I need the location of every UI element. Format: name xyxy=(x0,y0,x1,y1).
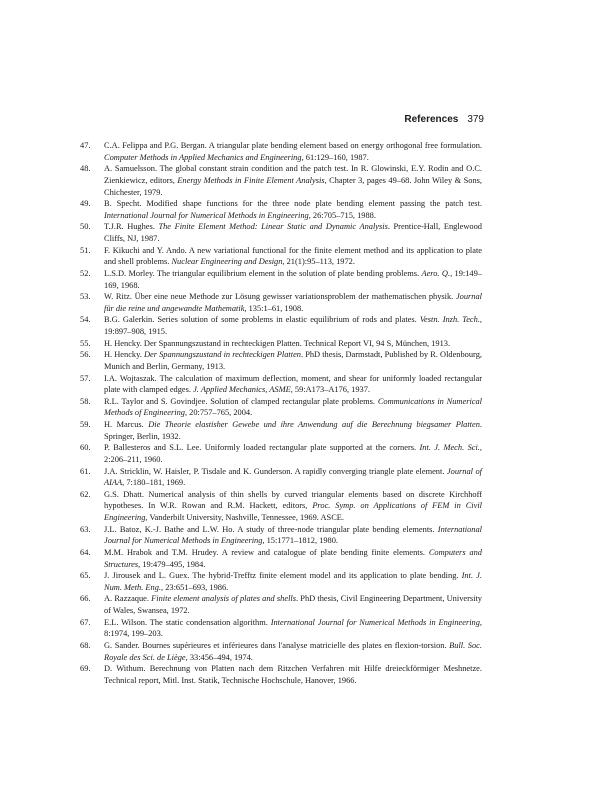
reference-text xyxy=(104,420,482,441)
reference-source-title: International Journal for Numerical Methods in Engineering xyxy=(104,524,482,546)
reference-entry xyxy=(80,593,482,616)
reference-text xyxy=(104,443,482,464)
reference-text-segment: J. Jirousek and L. Guex. The hybrid-Trefftz finite element model and its application to plate bending. xyxy=(104,571,462,581)
reference-number: 47. xyxy=(80,141,91,150)
reference-source-title: Bull. Soc. Royale des Sci. de Liège xyxy=(104,640,482,662)
reference-text-segment: G.S. Dhatt. Numerical analysis of thin shells by curved triangular elements based on discrete Kirchhoff hypotheses. In W.R. Rowan and R.M. Hackett, editors, xyxy=(104,489,482,511)
reference-source-title: Computer Methods in Applied Mechanics and Engineering xyxy=(104,152,302,162)
reference-text-segment: T.J.R. Hughes. xyxy=(104,222,159,232)
reference-text xyxy=(104,199,482,220)
reference-text-segment: C.A. Felippa and P.G. Bergan. A triangular plate bending element based on energy orthogonal free formulation. xyxy=(104,141,482,150)
reference-text-segment: . Springer, Berlin, 1932. xyxy=(104,420,482,441)
reference-text-segment: , 7:180–181, 1969. xyxy=(122,478,186,488)
reference-source-title: Finite element analysis of plates and shells xyxy=(151,594,296,604)
reference-text-segment: J.L. Batoz, K.-J. Bathe and L.W. Ho. A study of three-node triangular plate bending elements. xyxy=(104,524,438,534)
reference-entry xyxy=(80,163,482,198)
reference-number: 51. xyxy=(80,245,91,255)
reference-source-title: Energy Methods in Finite Element Analysis xyxy=(177,175,325,185)
reference-text-segment: W. Ritz. Über eine neue Methode zur Lösung gewisser variationsproblem der mathematischen physik. xyxy=(104,292,456,302)
reference-entry xyxy=(80,524,482,547)
reference-source-title: Int. J. Mech. Sci. xyxy=(419,443,480,453)
reference-text xyxy=(104,594,482,615)
reference-entry xyxy=(80,349,482,372)
reference-text-segment: , 23:651–693, 1986. xyxy=(161,582,229,592)
reference-text xyxy=(104,374,482,395)
reference-entry xyxy=(80,221,482,244)
reference-text-segment: D. Withum. Berechnung von Platten nach dem Ritzchen Verfahren mit Hilfe dreieckförmiger Meshnetze. Technical report, Mitl. Inst. Statik, Technische Hochschule, Hanover, 1966. xyxy=(104,664,482,685)
reference-text-segment: P. Ballesteros and S.L. Lee. Uniformly loaded rectangular plate supported at the corners. xyxy=(104,443,420,453)
reference-text-segment: , 19:897–908, 1915. xyxy=(104,315,483,336)
reference-entry xyxy=(80,442,482,465)
reference-text-segment: H. Hencky. Der Spannungszustand in rechteckigen Platten. Technical Report VI, 94 S, München, 1913. xyxy=(104,338,451,348)
reference-number: 69. xyxy=(80,664,91,674)
reference-source-title: Die Theorie elastisher Gewebe und ihre Anwendung auf die Berechnung biegsamer Platten xyxy=(148,420,480,429)
reference-text xyxy=(104,618,482,639)
reference-text xyxy=(104,269,482,290)
reference-entry xyxy=(80,396,482,419)
reference-number: 53. xyxy=(80,292,91,302)
reference-entry xyxy=(80,198,482,221)
reference-text-segment: , 33:456–494, 1974. xyxy=(185,652,253,662)
reference-number: 57. xyxy=(80,373,91,383)
reference-text-segment: H. Marcus. xyxy=(104,420,149,429)
reference-text-segment: I.A. Wojtaszak. The calculation of maximum deflection, moment, and shear for uniformly loaded rectangular plate with clamped edges. xyxy=(104,373,482,395)
reference-text-segment: . Prentice-Hall, Englewood Cliffs, NJ, 1987. xyxy=(104,222,482,243)
reference-text-segment: G. Sander. Bournes supérieures et inférieures dans l'analyse matricielle des plates en flexion-torsion. xyxy=(104,640,450,650)
reference-text xyxy=(104,246,482,267)
reference-entry xyxy=(80,268,482,291)
reference-number: 55. xyxy=(80,338,91,348)
reference-text-segment: , 20:757–765, 2004. xyxy=(184,408,253,418)
reference-text xyxy=(104,664,482,685)
reference-entry xyxy=(80,291,482,314)
reference-text xyxy=(104,315,482,336)
reference-number: 48. xyxy=(80,164,91,174)
reference-text-segment: . PhD thesis, Darmstadt, Published by R. Oldenbourg, Munich and Berlin, Germany, 1913. xyxy=(104,350,482,371)
reference-number: 65. xyxy=(80,571,91,581)
reference-text xyxy=(104,548,482,569)
reference-source-title: Communications in Numerical Methods of Engineering xyxy=(104,396,483,418)
reference-entry xyxy=(80,140,482,163)
page-number: 379 xyxy=(467,114,484,125)
reference-number: 62. xyxy=(80,489,91,499)
reference-text xyxy=(104,350,482,371)
reference-entry xyxy=(80,338,482,350)
reference-entry xyxy=(80,373,482,396)
running-head-title: References xyxy=(404,114,459,125)
reference-text xyxy=(104,525,482,546)
reference-text-segment: B. Specht. Modified shape functions for the three node plate bending element passing the patch test. xyxy=(104,199,482,209)
reference-text-segment: , Chapter 3, pages 49–68. John Wiley & Sons, Chichester, 1979. xyxy=(104,175,482,197)
reference-number: 67. xyxy=(80,617,91,627)
reference-entry xyxy=(80,314,482,337)
reference-text-segment: , 59:A173–A176, 1937. xyxy=(290,385,371,395)
reference-number: 56. xyxy=(80,350,91,360)
reference-source-title: International Journal for Numerical Methods in Engineering xyxy=(104,210,309,220)
reference-list xyxy=(80,140,482,686)
reference-entry xyxy=(80,663,482,686)
reference-number: 63. xyxy=(80,524,91,534)
reference-source-title: Proc. Symp. on Applications of FEM in Civil Engineering xyxy=(104,501,482,522)
reference-entry xyxy=(80,419,482,442)
reference-number: 66. xyxy=(80,594,91,604)
reference-text xyxy=(104,571,482,592)
reference-text xyxy=(104,641,482,662)
reference-source-title: International Journal for Numerical Methods in Engineering xyxy=(270,617,480,627)
reference-text xyxy=(104,222,482,243)
reference-number: 52. xyxy=(80,268,91,278)
reference-number: 68. xyxy=(80,640,91,650)
reference-number: 59. xyxy=(80,420,91,429)
reference-text-segment: , 19:479–495, 1984. xyxy=(138,559,206,569)
reference-number: 61. xyxy=(80,466,91,476)
reference-text-segment: , 2:206–211, 1960. xyxy=(104,443,482,464)
reference-text xyxy=(104,490,482,522)
reference-number: 50. xyxy=(80,222,91,232)
reference-entry xyxy=(80,245,482,268)
reference-entry xyxy=(80,570,482,593)
reference-source-title: Nuclear Engineering and Design xyxy=(171,257,283,267)
reference-text-segment: , 21(1):95–113, 1972. xyxy=(282,257,355,267)
reference-text-segment: . PhD thesis, Civil Engineering Department, University of Wales, Swansea, 1972. xyxy=(104,594,482,615)
reference-source-title: The Finite Element Method: Linear Static and Dynamic Analysis xyxy=(158,222,388,232)
reference-source-title: Int. J. Num. Meth. Eng. xyxy=(104,571,482,592)
reference-entry xyxy=(80,640,482,663)
reference-number: 54. xyxy=(80,315,91,325)
reference-text xyxy=(104,339,450,348)
reference-text-segment: E.L. Wilson. The static condensation algorithm. xyxy=(104,617,271,627)
reference-text-segment: F. Kikuchi and Y. Ando. A new variational functional for the finite element method and its application to plate and shell problems. xyxy=(104,245,482,267)
reference-text xyxy=(104,467,482,488)
reference-source-title: J. Applied Mechanics, ASME xyxy=(193,385,291,395)
reference-source-title: Journal of AIAA xyxy=(104,466,482,488)
reference-source-title: Journal für die reine und angewandte Mathematik xyxy=(104,292,482,313)
reference-entry xyxy=(80,547,482,570)
reference-text xyxy=(104,397,482,418)
reference-text-segment: R.L. Taylor and S. Govindjee. Solution of clamped rectangular plate problems. xyxy=(104,396,378,406)
reference-text-segment: J.A. Stricklin, W. Haisler, P. Tisdale and K. Gunderson. A rapidly converging triangle plate element. xyxy=(104,466,447,476)
reference-source-title: Computers and Structures xyxy=(104,547,482,569)
reference-text-segment: , Vanderbilt University, Nashville, Tennessee, 1969. ASCE. xyxy=(145,513,345,522)
reference-source-title: Aero. Q. xyxy=(421,268,451,278)
reference-text-segment: H. Hencky. xyxy=(104,350,144,360)
running-head xyxy=(404,114,484,126)
reference-source-title: Der Spannungszustand in rechteckigen Platten xyxy=(143,350,301,360)
reference-text-segment: , 135:1–61, 1908. xyxy=(244,303,304,313)
reference-entry xyxy=(80,489,482,524)
reference-text-segment: , 61:129–160, 1987. xyxy=(301,152,369,162)
reference-text-segment: , 15:1771–1812, 1980. xyxy=(262,536,339,546)
reference-text-segment: , 19:149–169, 1968. xyxy=(104,268,482,290)
reference-number: 58. xyxy=(80,396,91,406)
reference-text-segment: L.S.D. Morley. The triangular equilibrium element in the solution of plate bending problems. xyxy=(104,268,422,278)
reference-text xyxy=(104,141,482,162)
reference-text-segment: , 8:1974, 199–203. xyxy=(104,617,482,639)
reference-text-segment: A. Samuelsson. The global constant strain condition and the patch test. In R. Glowinski, E.Y. Rodin and O.C. Zienkiewicz, editors, xyxy=(104,164,482,185)
reference-text-segment: M.M. Hrabok and T.M. Hrudey. A review and catalogue of plate bending finite elements. xyxy=(104,547,429,557)
reference-text-segment: B.G. Galerkin. Series solution of some problems in elastic equilibrium of rods and plates. xyxy=(104,315,420,325)
reference-text-segment: A. Razzaque. xyxy=(104,594,152,604)
reference-text-segment: , 26:705–715, 1988. xyxy=(308,210,376,220)
reference-entry xyxy=(80,617,482,640)
reference-text xyxy=(104,292,482,313)
reference-number: 49. xyxy=(80,199,91,209)
reference-number: 60. xyxy=(80,443,91,453)
reference-number: 64. xyxy=(80,547,91,557)
reference-entry xyxy=(80,466,482,489)
reference-source-title: Vestn. Inzh. Tech. xyxy=(419,315,480,325)
reference-text xyxy=(104,164,482,196)
